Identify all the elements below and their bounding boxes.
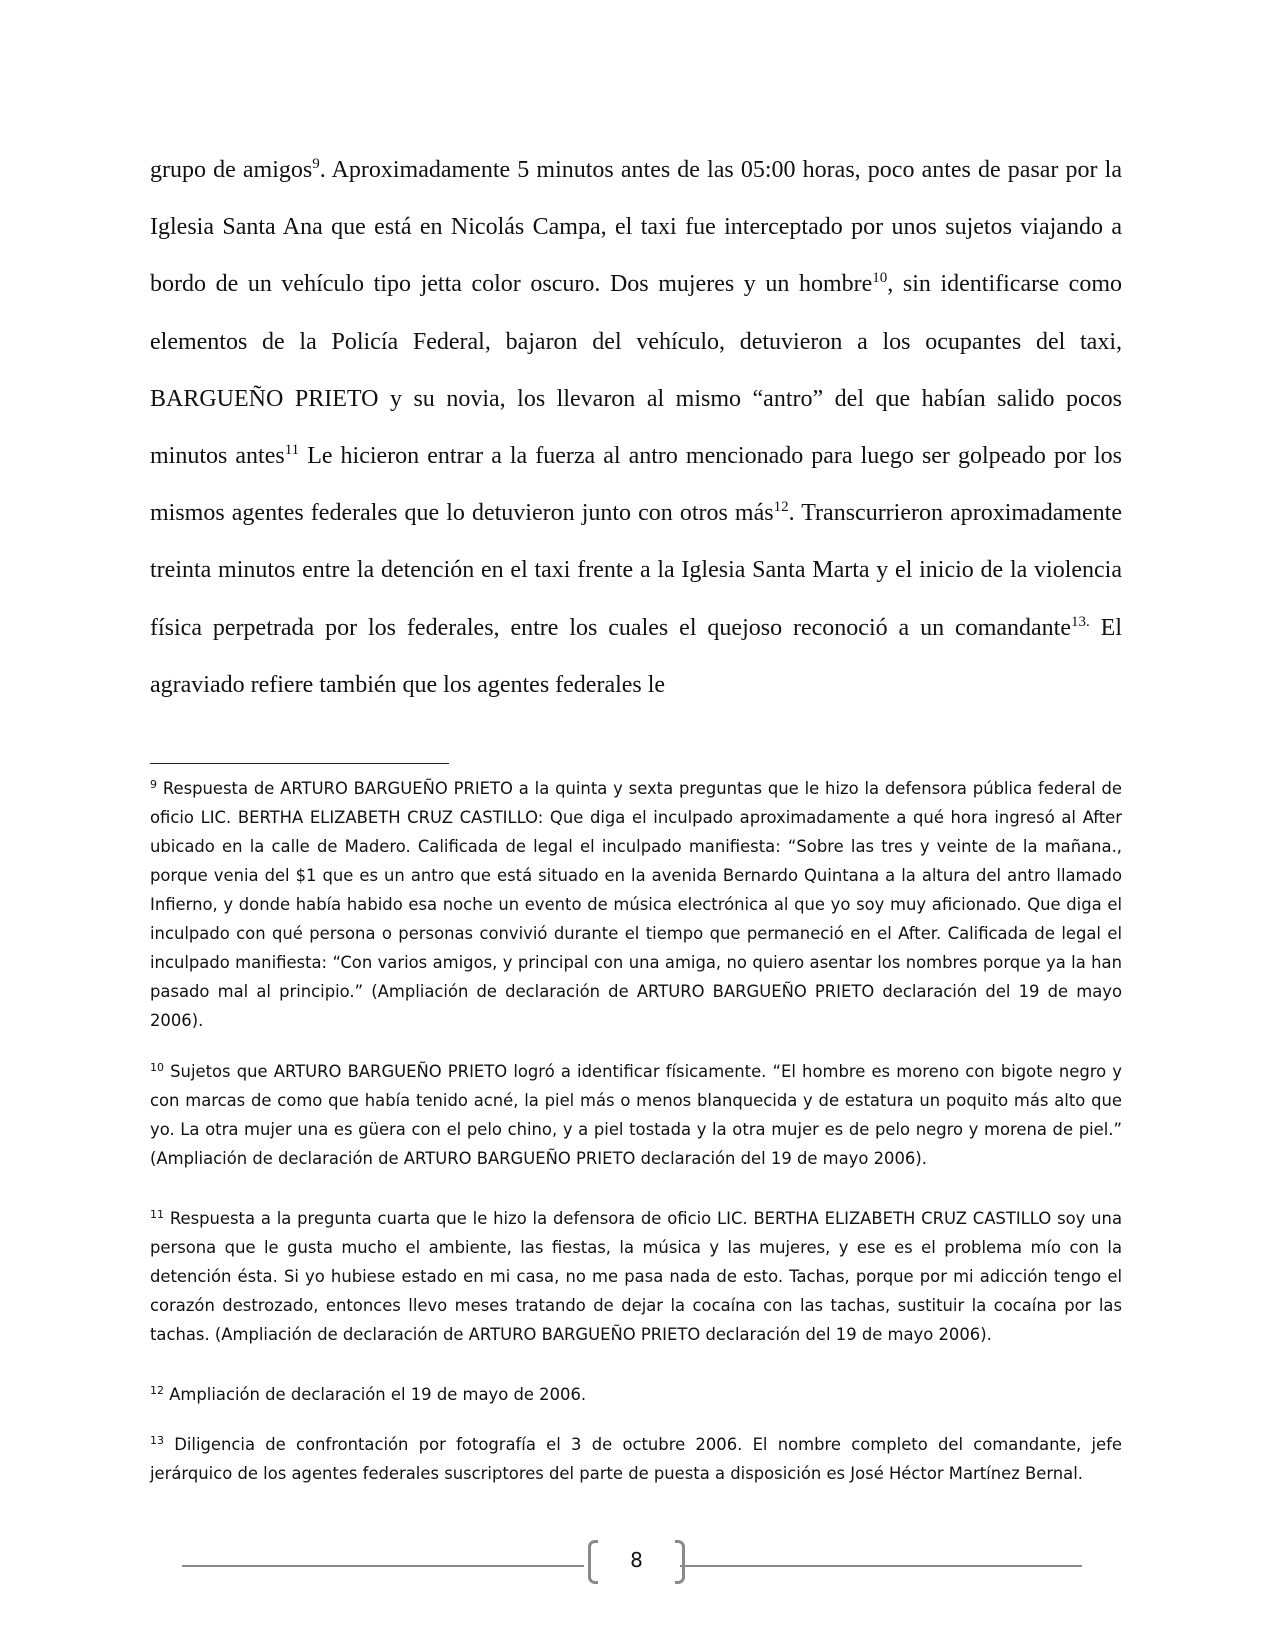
footnote-10 xyxy=(150,1057,1122,1173)
body-text-segment: grupo de amigos xyxy=(150,157,313,183)
footnote-number: 13 xyxy=(150,1434,164,1447)
footnote-number: 9 xyxy=(150,778,157,791)
footnote-ref-13[interactable]: 13. xyxy=(1071,613,1090,630)
footnote-text: Respuesta de ARTURO BARGUEÑO PRIETO a la quinta y sexta preguntas que le hizo la defensora pública federal de oficio LIC. BERTHA ELIZABETH CRUZ CASTILLO: Que diga el inculpado aproximadamente a qué hora ingresó al After ubicado en la calle de Madero. Calificada de legal el inculpado manifiesta: “Sobre las tres y veinte de la mañana., porque venia del $1 que es un antro que está situado en la avenida Bernardo Quintana a la altura del antro llamado Infierno, y donde había habido esa noche un evento de música electrónica al que yo soy muy aficionado. Que diga el inculpado con qué persona o personas convivió durante el tiempo que permaneció en el After. Calificada de legal el inculpado manifiesta: “Con varios amigos, y principal con una amiga, no quiero asentar los nombres porque ya la han pasado mal al principio.” (Ampliación de declaración de ARTURO BARGUEÑO PRIETO declaración del 19 de mayo 2006). xyxy=(150,779,1122,1030)
footnote-number: 11 xyxy=(150,1208,164,1221)
footnote-text: Ampliación de declaración el 19 de mayo de 2006. xyxy=(164,1385,587,1404)
footer-divider-right xyxy=(680,1565,1082,1567)
footnote-number: 12 xyxy=(150,1384,164,1397)
right-bracket-icon xyxy=(675,1540,685,1584)
footnote-text: Diligencia de confrontación por fotografía el 3 de octubre 2006. El nombre completo del comandante, jefe jerárquico de los agentes federales suscriptores del parte de puesta a disposición es José Héctor Martínez Bernal. xyxy=(150,1435,1122,1483)
page-number: 8 xyxy=(630,1548,643,1572)
footer-divider-left xyxy=(182,1565,584,1567)
page-footer xyxy=(0,1540,1275,1590)
body-text-segment: . Transcurrieron aproximadamente treinta minutos entre la detención en el taxi frente a la Iglesia Santa Marta y el inicio de la violencia física perpetrada por los federales, entre los cuales el quejoso reconoció a un comandante xyxy=(150,500,1122,641)
footnote-11 xyxy=(150,1204,1122,1349)
footnote-text: Respuesta a la pregunta cuarta que le hizo la defensora de oficio LIC. BERTHA ELIZABETH CRUZ CASTILLO soy una persona que le gusta mucho el ambiente, las fiestas, la música y las mujeres, y ese es el problema mío con la detención ésta. Si yo hubiese estado en mi casa, no me pasa nada de esto. Tachas, porque por mi adicción tengo el corazón destrozado, entonces llevo meses tratando de dejar la cocaína con las tachas, sustituir la cocaína por las tachas. (Ampliación de declaración de ARTURO BARGUEÑO PRIETO declaración del 19 de mayo 2006). xyxy=(150,1209,1122,1344)
footnote-separator xyxy=(150,763,449,764)
body-text-segment: Le hicieron entrar a la fuerza al antro mencionado para luego ser golpeado por los mismos agentes federales que lo detuvieron junto con otros más xyxy=(150,443,1122,527)
footnote-9 xyxy=(150,774,1122,1035)
footnotes-section xyxy=(150,774,1122,1488)
body-paragraph xyxy=(150,142,1122,714)
footnote-13 xyxy=(150,1430,1122,1488)
footnote-ref-11[interactable]: 11 xyxy=(284,442,300,459)
left-bracket-icon xyxy=(588,1540,598,1584)
footnote-text: Sujetos que ARTURO BARGUEÑO PRIETO logró a identificar físicamente. “El hombre es moreno con bigote negro y con marcas de como que había tenido acné, la piel más o menos blanquecida y de estatura un poquito más alto que yo. La otra mujer una es güera con el pelo chino, y a piel tostada y la otra mujer es de pelo negro y morena de piel.” (Ampliación de declaración de ARTURO BARGUEÑO PRIETO declaración del 19 de mayo 2006). xyxy=(150,1062,1122,1168)
footnote-ref-9[interactable]: 9 xyxy=(312,156,320,172)
body-text-segment: . Aproximadamente 5 minutos antes de las 05:00 horas, poco antes de pasar por la Iglesia Santa Ana que está en Nicolás Campa, el taxi fue interceptado por unos sujetos viajando a bordo de un vehículo tipo jetta color oscuro. Dos mujeres y un hombre xyxy=(150,157,1122,298)
footnote-ref-12[interactable]: 12 xyxy=(773,499,789,516)
body-text-segment: El agraviado refiere también que los agentes federales le xyxy=(150,614,1123,698)
footnote-number: 10 xyxy=(150,1061,164,1074)
footnote-12 xyxy=(150,1380,1122,1409)
footnote-ref-10[interactable]: 10 xyxy=(872,270,888,287)
body-text-segment: , sin identificarse como elementos de la Policía Federal, bajaron del vehículo, detuvieron a los ocupantes del taxi, BARGUEÑO PRIETO y su novia, los llevaron al mismo “antro” del que habían salido pocos minutos antes xyxy=(150,271,1123,470)
